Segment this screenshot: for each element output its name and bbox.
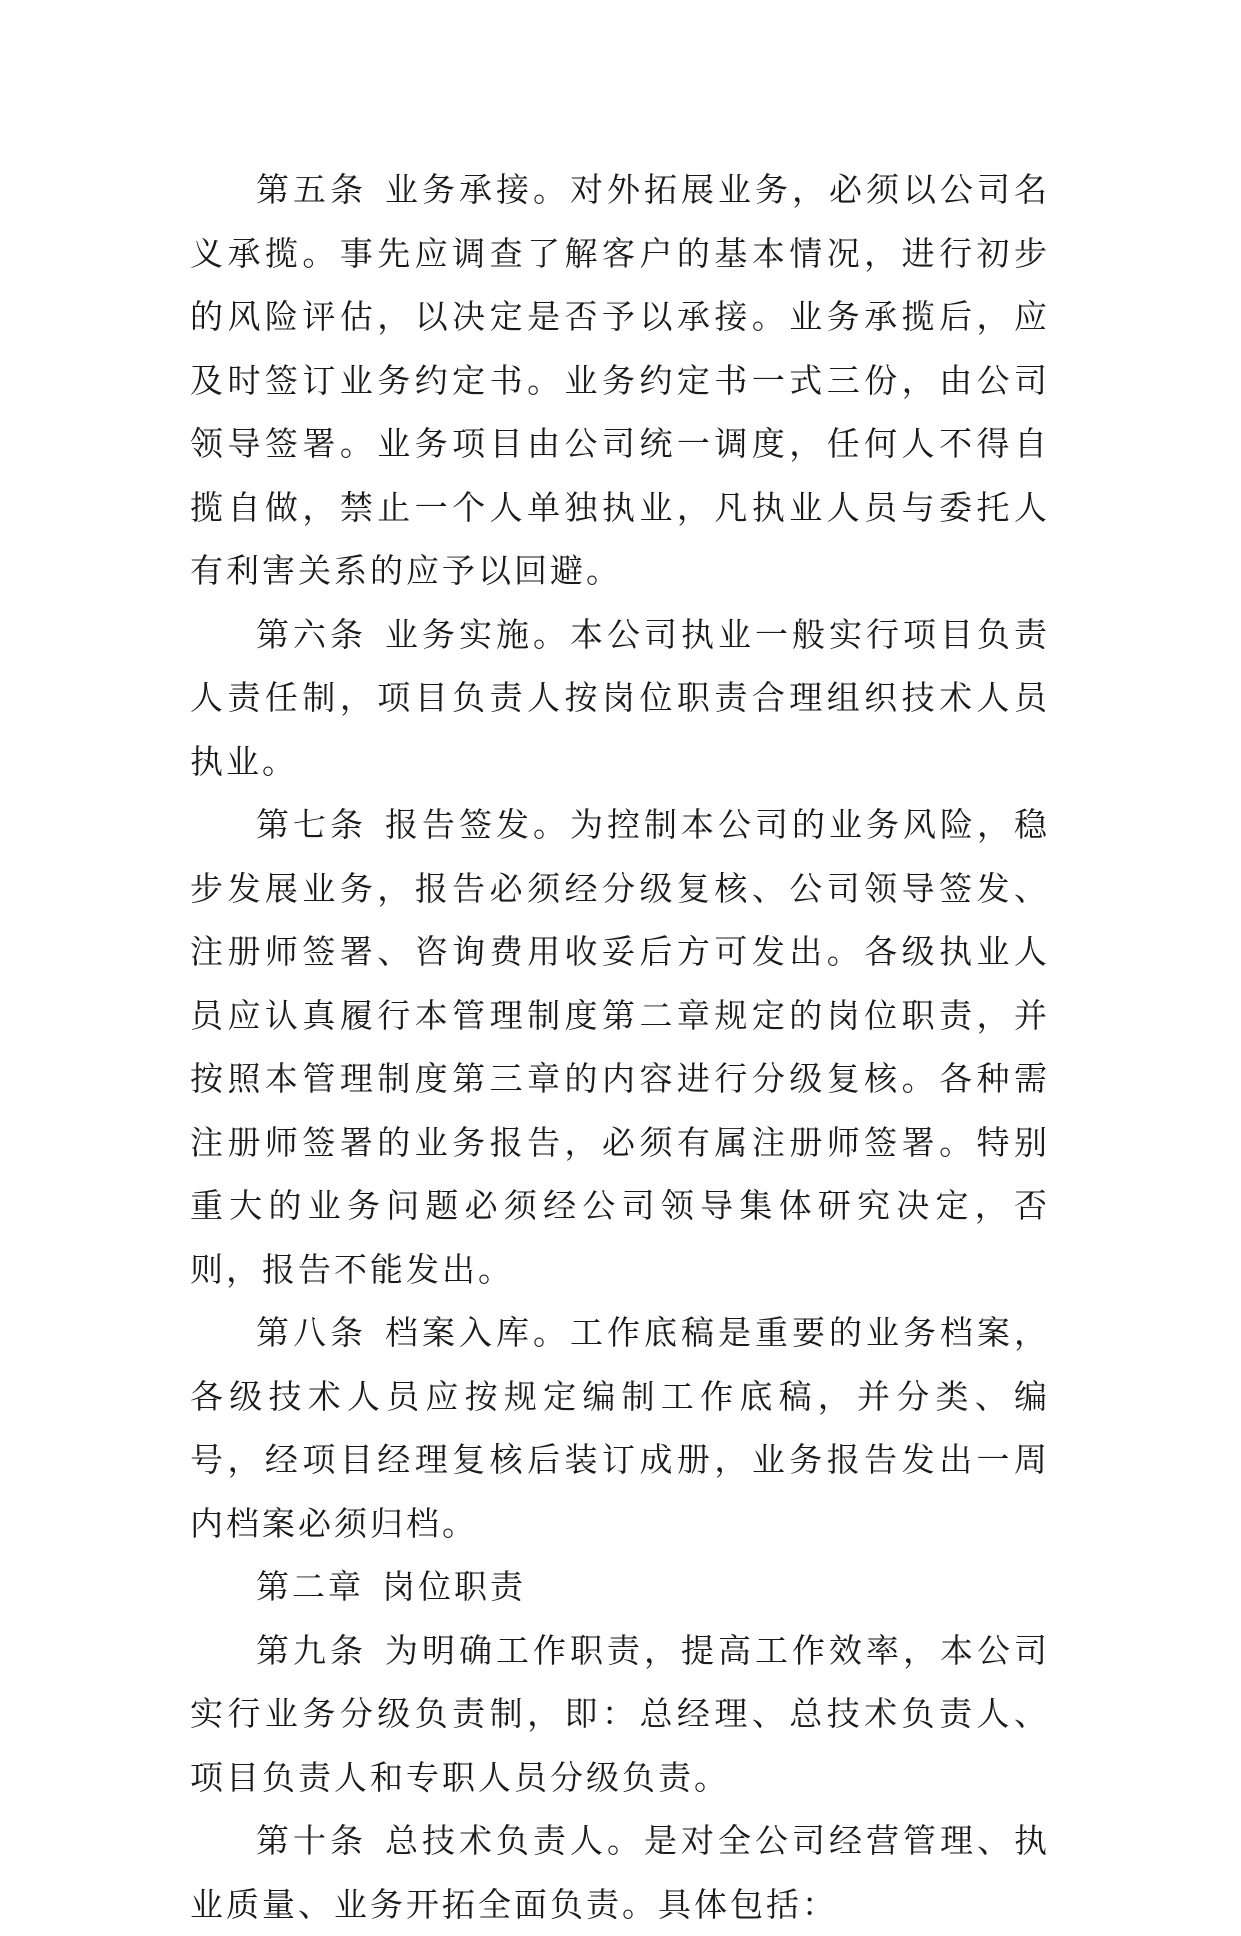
article-10-paragraph [190, 1809, 1050, 1936]
article-8-label: 第八条 [256, 1313, 367, 1352]
chapter-2-title: 岗位职责 [382, 1567, 526, 1606]
article-5-text: 业务承接。对外拓展业务，必须以公司名义承揽。事先应调查了解客户的基本情况，进行初步的风险评估，以决定是否予以承接。业务承揽后，应及时签订业务约定书。业务约定书一式三份，由公司领导签署。业务项目由公司统一调度，任何人不得自揽自做，禁止一个人单独执业，凡执业人员与委托人有利害关系的应予以回避。 [190, 170, 1050, 590]
article-9-text: 为明确工作职责，提高工作效率，本公司实行业务分级负责制，即：总经理、总技术负责人、项目负责人和专职人员分级负责。 [190, 1630, 1050, 1797]
article-6-label: 第六条 [256, 614, 367, 654]
article-10-label: 第十条 [256, 1821, 367, 1860]
article-9-paragraph [190, 1619, 1050, 1810]
article-7-label: 第七条 [256, 805, 367, 844]
chapter-2-label: 第二章 [256, 1567, 364, 1606]
article-5-label: 第五条 [256, 170, 367, 209]
article-5-paragraph [190, 158, 1050, 603]
article-7-text: 报告签发。为控制本公司的业务风险，稳步发展业务，报告必须经分级复核、公司领导签发、注册师签署、咨询费用收妥后方可发出。各级执业人员应认真履行本管理制度第二章规定的岗位职责，并按照本管理制度第三章的内容进行分级复核。各种需注册师签署的业务报告，必须有属注册师签署。特别重大的业务问题必须经公司领导集体研究决定，否则，报告不能发出。 [190, 805, 1050, 1289]
article-8-paragraph [190, 1301, 1050, 1555]
article-6-paragraph [190, 603, 1050, 794]
article-10-text: 总技术负责人。是对全公司经营管理、执业质量、业务开拓全面负责。具体包括： [190, 1821, 1050, 1924]
article-9-label: 第九条 [256, 1630, 367, 1670]
article-7-paragraph [190, 793, 1050, 1301]
chapter-2-heading [190, 1555, 1050, 1619]
article-6-text: 业务实施。本公司执业一般实行项目负责人责任制，项目负责人按岗位职责合理组织技术人员执业。 [190, 614, 1050, 781]
article-8-text: 档案入库。工作底稿是重要的业务档案，各级技术人员应按规定编制工作底稿，并分类、编号，经项目经理复核后装订成册，业务报告发出一周内档案必须归档。 [190, 1313, 1050, 1543]
document-body [190, 158, 1050, 1936]
